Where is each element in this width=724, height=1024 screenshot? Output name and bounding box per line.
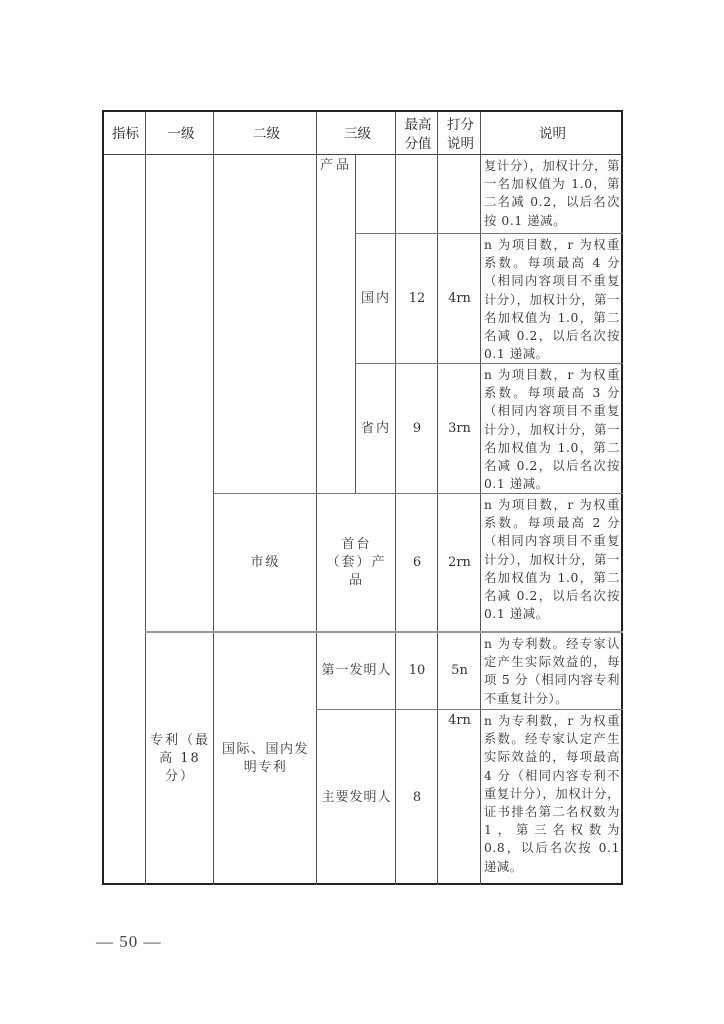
description-cell: n 为项目数，r 为权重系数。每项最高 2 分（相同内容项目不重复计分），加权计分，第一名加权值为 1.0，第二名减 0.2，以后名次按 0.1 递减。 [484,498,620,622]
level1-cell: 专利（最高 18 分） [150,733,211,784]
page-number: — 50 — [96,932,162,951]
level3-cell: 第一发明人 [321,663,392,678]
max-score-cell: 12 [408,290,426,306]
header-description: 说明 [539,125,566,142]
level3-cell: 首台（套）产品 [326,536,387,588]
description-cell: 复计分），加权计分，第一名加权值为 1.0，第二名减 0.2，以后名次按 0.1 递减。 [484,159,620,228]
header-indicator: 指标 [112,125,139,142]
max-score-cell: 6 [412,554,422,570]
scoring-cell: 4rn [448,290,471,306]
header-scoring: 打分说明 [447,116,474,152]
description-cell: n 为专利数。经专家认定产生实际效益的，每项 5 分（相同内容专利不重复计分）。 [484,637,620,706]
description-cell: n 为项目数，r 为权重系数。每项最高 3 分（相同内容项目不重复计分），加权计分，第一名加权值为 1.0，第二名减 0.2，以后名次按 0.1 递减。 [484,368,620,492]
header-level3: 三级 [344,125,371,142]
level3-sub-cell: 国内 [360,290,391,306]
header-max-score: 最高分值 [404,116,432,152]
description-cell: n 为专利数，r 为权重系数。经专家认定产生实际效益的，每项最高 4 分（相同内容专利不重复计分），加权计分，证书排名第二名权数为 1，第三名权数为 0.8，以后名次按 0.1 递减。 [484,714,620,874]
level2-cell: 国际、国内发明专利 [221,742,309,775]
scoring-table [102,110,623,885]
scoring-cell: 5n [451,663,468,678]
scoring-cell: 3rn [448,420,471,436]
header-level1: 一级 [167,125,195,142]
scoring-cell: 4rn [448,713,471,728]
header-level2: 二级 [253,125,280,142]
level2-cell: 市级 [250,554,281,570]
max-score-cell: 10 [408,663,426,678]
level3-sub-cell: 省内 [360,420,391,436]
level3-cell: 主要发明人 [321,789,392,805]
max-score-cell: 9 [412,420,422,436]
scoring-cell: 2rn [448,554,471,570]
max-score-cell: 8 [412,789,422,805]
description-cell: n 为项目数，r 为权重系数。每项最高 4 分（相同内容项目不重复计分），加权计分，第一名加权值为 1.0，第二名减 0.2，以后名次按 0.1 递减。 [484,238,620,362]
level3-cell: 产品 [319,158,352,173]
